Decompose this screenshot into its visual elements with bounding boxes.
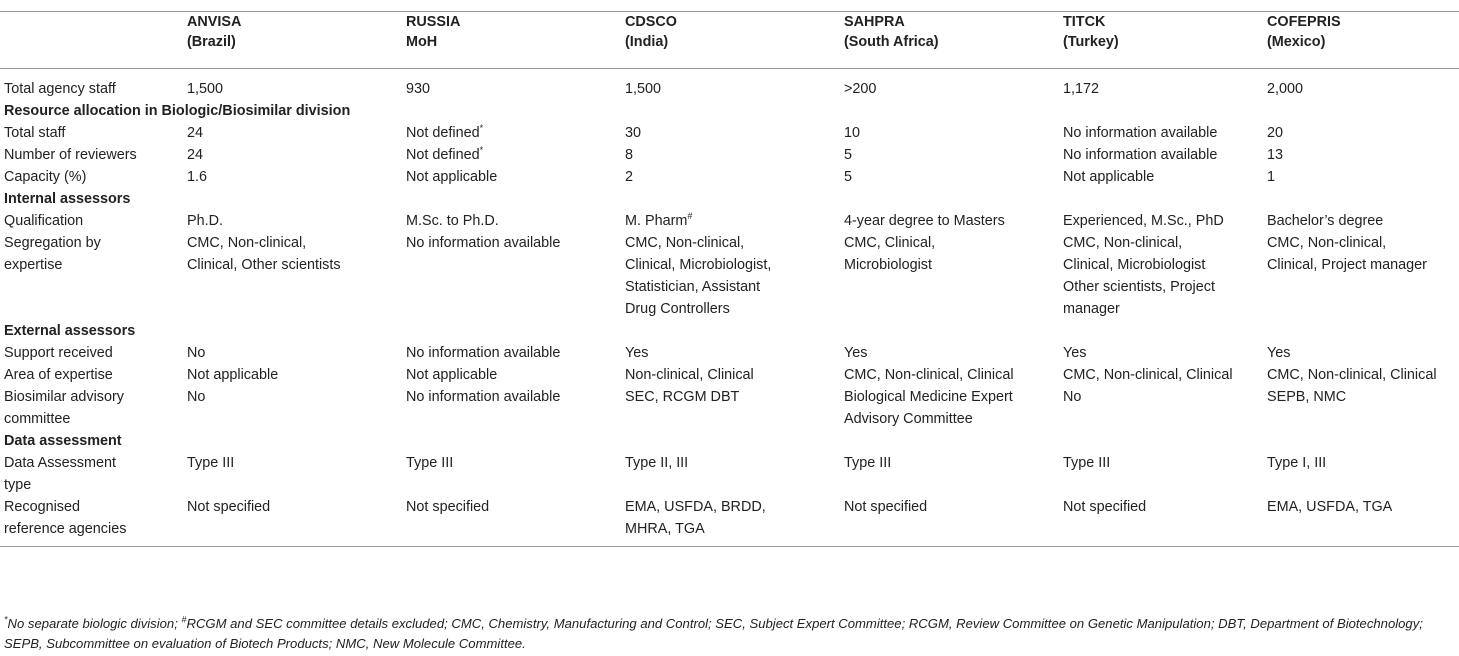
table-cell: Experienced, M.Sc., PhD — [1063, 213, 1224, 229]
table-cell: CMC, Non-clinical, Clinical — [1063, 367, 1233, 383]
table-cell: No — [1063, 389, 1082, 405]
table-cell: Yes — [625, 345, 649, 361]
table-row — [0, 166, 1459, 188]
table-cell: Not applicable — [1063, 169, 1155, 185]
table-cell: CMC, Non-clinical, Clinical — [844, 367, 1014, 383]
table-cell: No information available — [1063, 125, 1218, 141]
table-cell: Type II, III — [625, 455, 689, 471]
header-cell-agency: SAHPRA (South Africa) — [844, 14, 939, 50]
header-row — [0, 12, 1459, 69]
row-label: Area of expertise — [4, 367, 113, 383]
header-cell-agency: TITCK (Turkey) — [1063, 14, 1119, 50]
table-cell: 2 — [625, 169, 634, 185]
table-cell: No — [187, 345, 206, 361]
row-label: Qualification — [4, 213, 84, 229]
table-cell: Yes — [1063, 345, 1087, 361]
table-row — [0, 496, 1459, 547]
row-label: Number of reviewers — [4, 147, 137, 163]
table-cell: No information available — [1063, 147, 1218, 163]
section-heading: Internal assessors — [4, 191, 131, 207]
table-cell: Not specified — [844, 499, 928, 515]
table-cell: Ph.D. — [187, 213, 223, 229]
table-cell: Type III — [187, 455, 235, 471]
table-cell: 5 — [844, 169, 853, 185]
table-row — [0, 364, 1459, 386]
footnote-marker: * — [479, 145, 484, 156]
table-cell: Non-clinical, Clinical — [625, 367, 754, 383]
table-cell: M. Pharm# — [625, 211, 693, 229]
footnote-text-1: No separate biologic division; — [7, 616, 182, 631]
table-cell: Type III — [844, 455, 892, 471]
table-row — [0, 342, 1459, 364]
row-label: Total staff — [4, 125, 66, 141]
section-row — [0, 100, 1459, 122]
table-cell: Not defined* — [406, 145, 484, 163]
table-row — [0, 452, 1459, 496]
table-cell: Bachelor’s degree — [1267, 213, 1384, 229]
table-row — [0, 232, 1459, 320]
table-cell: CMC, Non-clinical, Clinical, Other scientists — [187, 235, 341, 273]
row-label: Recognised reference agencies — [4, 499, 127, 537]
footnote-marker: # — [687, 211, 693, 222]
section-row — [0, 430, 1459, 452]
table-cell: Type III — [406, 455, 454, 471]
table-cell: 1 — [1267, 169, 1276, 185]
table-footnote — [4, 614, 1456, 654]
table-cell: No information available — [406, 235, 561, 251]
table-cell: Not specified — [187, 499, 271, 515]
table-cell: No information available — [406, 345, 561, 361]
header-cell-agency: COFEPRIS (Mexico) — [1267, 14, 1341, 50]
table-cell: 1,500 — [187, 81, 224, 97]
table-cell: 13 — [1267, 147, 1284, 163]
table-cell: 5 — [844, 147, 853, 163]
table-cell: CMC, Non-clinical, Clinical — [1267, 367, 1437, 383]
table-cell: 10 — [844, 125, 861, 141]
table-cell: Type III — [1063, 455, 1111, 471]
table-cell: Not applicable — [187, 367, 279, 383]
table-cell: Type I, III — [1267, 455, 1327, 471]
table-cell: SEC, RCGM DBT — [625, 389, 740, 405]
table-cell: 24 — [187, 125, 204, 141]
table-cell: CMC, Non-clinical, Clinical, Microbiologist Other scientists, Project manager — [1063, 235, 1215, 317]
table-cell: Yes — [1267, 345, 1291, 361]
table-cell: SEPB, NMC — [1267, 389, 1347, 405]
table-cell: Not defined* — [406, 123, 484, 141]
table-cell: Biological Medicine Expert Advisory Committee — [844, 389, 1013, 427]
footnote-mark-hash: # — [181, 614, 187, 625]
footnote-mark-asterisk: * — [4, 614, 8, 625]
table-cell: CMC, Non-clinical, Clinical, Project manager — [1267, 235, 1427, 273]
table-cell: 1,172 — [1063, 81, 1100, 97]
section-heading: Data assessment — [4, 433, 122, 449]
table-cell: EMA, USFDA, TGA — [1267, 499, 1393, 515]
section-row — [0, 320, 1459, 342]
table-cell: No information available — [406, 389, 561, 405]
footnote-marker: * — [479, 123, 484, 134]
table-cell: CMC, Non-clinical, Clinical, Microbiologist, Statistician, Assistant Drug Controllers — [625, 235, 772, 317]
table-header — [0, 12, 1459, 69]
table-cell: 20 — [1267, 125, 1284, 141]
table-row — [0, 144, 1459, 166]
row-label: Support received — [4, 345, 113, 361]
table-cell: 2,000 — [1267, 81, 1304, 97]
section-heading: External assessors — [4, 323, 136, 339]
table-cell: No — [187, 389, 206, 405]
table-cell: >200 — [844, 81, 877, 97]
header-cell-agency: RUSSIA MoH — [406, 14, 461, 50]
table-cell: 8 — [625, 147, 634, 163]
table-row — [0, 210, 1459, 232]
table-cell: Not applicable — [406, 169, 498, 185]
table-cell: Not specified — [406, 499, 490, 515]
table-cell: 930 — [406, 81, 431, 97]
table-cell: Not applicable — [406, 367, 498, 383]
table-cell: EMA, USFDA, BRDD, MHRA, TGA — [625, 499, 766, 537]
table-cell: 4-year degree to Masters — [844, 213, 1005, 229]
table-cell: 1.6 — [187, 169, 208, 185]
row-label: Total agency staff — [4, 81, 116, 97]
table-body — [0, 69, 1459, 547]
row-label: Segregation by expertise — [4, 235, 101, 273]
table-row — [0, 122, 1459, 144]
table-row — [0, 386, 1459, 430]
footnote-text-2: RCGM and SEC committee details excluded; CMC, Chemistry, Manufacturing and Control; SEC, Subject Expert Committee; RCGM, Review Committee on Genetic Manipulation; DBT, Department of Biotechnology; SEPB, Subcommittee on evaluation of Biotech Products; NMC, New Molecule Committee. — [4, 616, 1423, 651]
table-cell: 1,500 — [625, 81, 662, 97]
table-cell: M.Sc. to Ph.D. — [406, 213, 499, 229]
section-row — [0, 188, 1459, 210]
section-heading: Resource allocation in Biologic/Biosimilar division — [4, 103, 351, 119]
table-cell: Yes — [844, 345, 868, 361]
regulatory-comparison-table — [0, 11, 1459, 547]
table-row — [0, 69, 1459, 101]
header-cell-blank — [0, 12, 183, 69]
table-cell: Not specified — [1063, 499, 1147, 515]
row-label: Data Assessment type — [4, 455, 116, 493]
row-label: Capacity (%) — [4, 169, 87, 185]
table-cell: 30 — [625, 125, 642, 141]
header-cell-agency: ANVISA (Brazil) — [187, 14, 242, 50]
header-cell-agency: CDSCO (India) — [625, 14, 677, 50]
table-cell: CMC, Clinical, Microbiologist — [844, 235, 936, 273]
row-label: Biosimilar advisory committee — [4, 389, 124, 427]
table-cell: 24 — [187, 147, 204, 163]
